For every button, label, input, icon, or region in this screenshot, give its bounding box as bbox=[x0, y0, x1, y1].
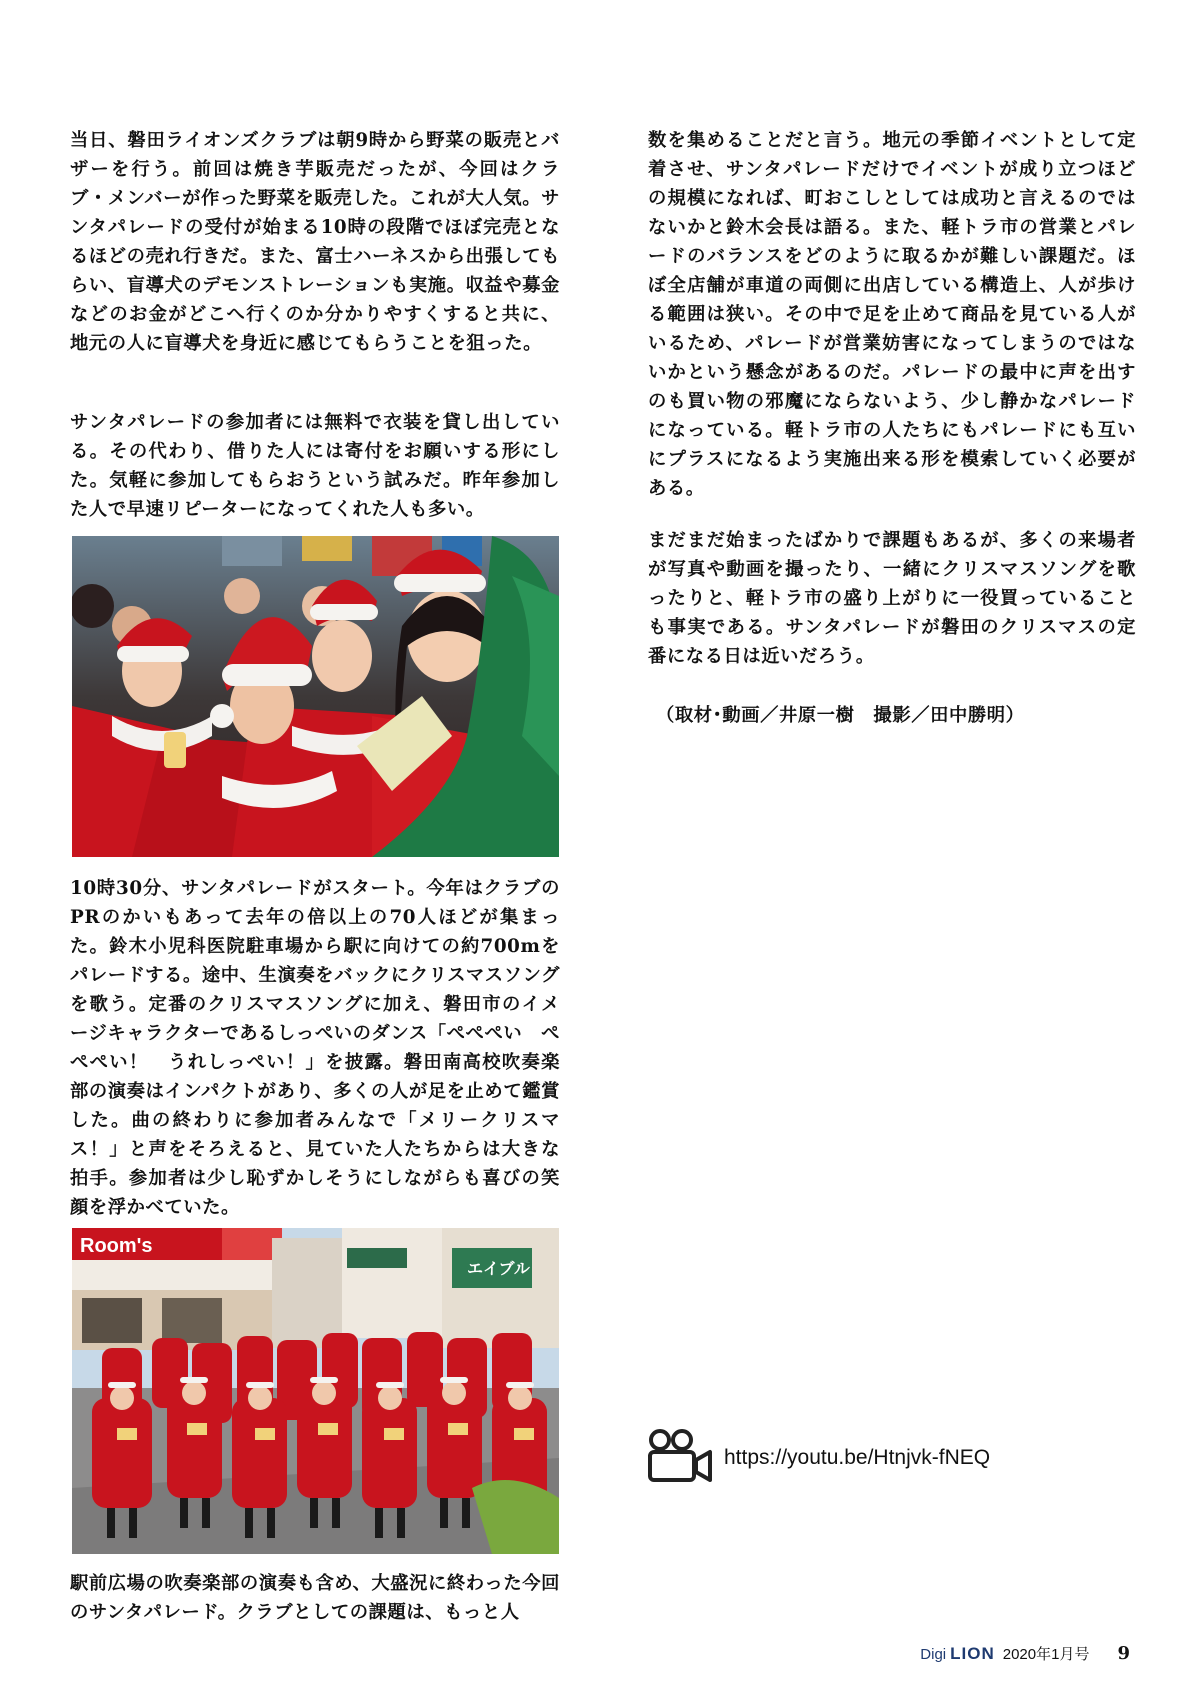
video-url-link[interactable]: https://youtu.be/Htnjvk-fNEQ bbox=[724, 1446, 991, 1469]
left-paragraph-1: 当日、磐田ライオンズクラブは朝9時から野菜の販売とバザーを行う。前回は焼き芋販売だったが、今回はクラブ・メンバーが作った野菜を販売した。これが大人気。サンタパレードの受付が始まる10時の段階でほぼ完売となるほどの売れ行きだ。また、富士ハーネスから出張してもらい、盲導犬のデモンストレーションも実施。収益や募金などのお金がどこへ行くのか分かりやすくすると共に、地元の人に盲導犬を身近に感じてもらうことを狙った。 bbox=[70, 130, 560, 354]
footer-issue: 2020年1月号 bbox=[1002, 1646, 1090, 1663]
left-paragraph-3: 10時30分、サンタパレードがスタート。今年はクラブのPRのかいもあって去年の倍以上の70人ほどが集まった。鈴木小児科医院駐車場から駅に向けての約700mをパレードする。途中、生演奏をバックにクリスマスソングを歌う。定番のクリスマスソングに加え、磐田市のイメージキャラクターであるしっぺいのダンス「ぺぺぺい ぺぺぺい！ うれしっぺい！」を披露。磐田南高校吹奏楽部の演奏はインパクトがあり、多くの人が足を止めて鑑賞した。曲の終わりに参加者みんなで「メリークリスマス！」と声をそろえると、見ていた人たちからは大きな拍手。参加者は少し恥ずかしそうにしながらも喜びの笑顔を浮かべていた。 bbox=[70, 878, 560, 1218]
video-link-block[interactable] bbox=[648, 1428, 990, 1488]
right-paragraph-1: 数を集めることだと言う。地元の季節イベントとして定着させ、サンタパレードだけでイベントが成り立つほどの規模になれば、町おこしとしては成功と言えるのではないかと鈴木会長は語る。また、軽トラ市の営業とパレードのバランスをどのように取るかが難しい課題だ。ほぼ全店舗が車道の両側に出店している構造上、人が歩ける範囲は狭い。その中で足を止めて商品を見ている人がいるため、パレードが営業妨害になってしまうのではないかという懸念があるのだ。パレードの最中に声を出すのも買い物の邪魔にならないよう、少し静かなパレードになっている。軽トラ市の人たちにもパレードにも互いにプラスになるよう実施出来る形を模索していく必要がある。 bbox=[648, 130, 1136, 499]
right-paragraph-2: まだまだ始まったばかりで課題もあるが、多くの来場者が写真や動画を撮ったり、一緒にクリスマスソングを歌ったりと、軽トラ市の盛り上がりに一役買っていることも事実である。サンタパレードが磐田のクリスマスの定番になる日は近いだろう。 bbox=[648, 530, 1136, 667]
santa-parade-photo bbox=[72, 1228, 559, 1554]
left-paragraph-4: 駅前広場の吹奏楽部の演奏も含め、大盛況に終わった今回のサンタパレード。クラブとしての課題は、もっと人 bbox=[70, 1573, 560, 1623]
photo-credit: （取材･動画／井原一樹 撮影／田中勝明） bbox=[656, 705, 1025, 726]
shop-sign-text: エイブル bbox=[467, 1259, 530, 1278]
santa-girls-photo bbox=[72, 536, 559, 857]
page-footer bbox=[920, 1643, 1130, 1664]
left-paragraph-2: サンタパレードの参加者には無料で衣装を貸し出している。その代わり、借りた人には寄付をお願いする形にした。気軽に参加してもらおうという試みだ。昨年参加した人で早速リピーターになってくれた人も多い。 bbox=[70, 412, 560, 520]
page-number: 9 bbox=[1117, 1643, 1130, 1664]
video-camera-icon bbox=[648, 1428, 712, 1488]
footer-prefix: Digi bbox=[920, 1646, 947, 1663]
rooms-sign-text: Room's bbox=[80, 1235, 153, 1257]
footer-brand: LION bbox=[950, 1644, 995, 1663]
